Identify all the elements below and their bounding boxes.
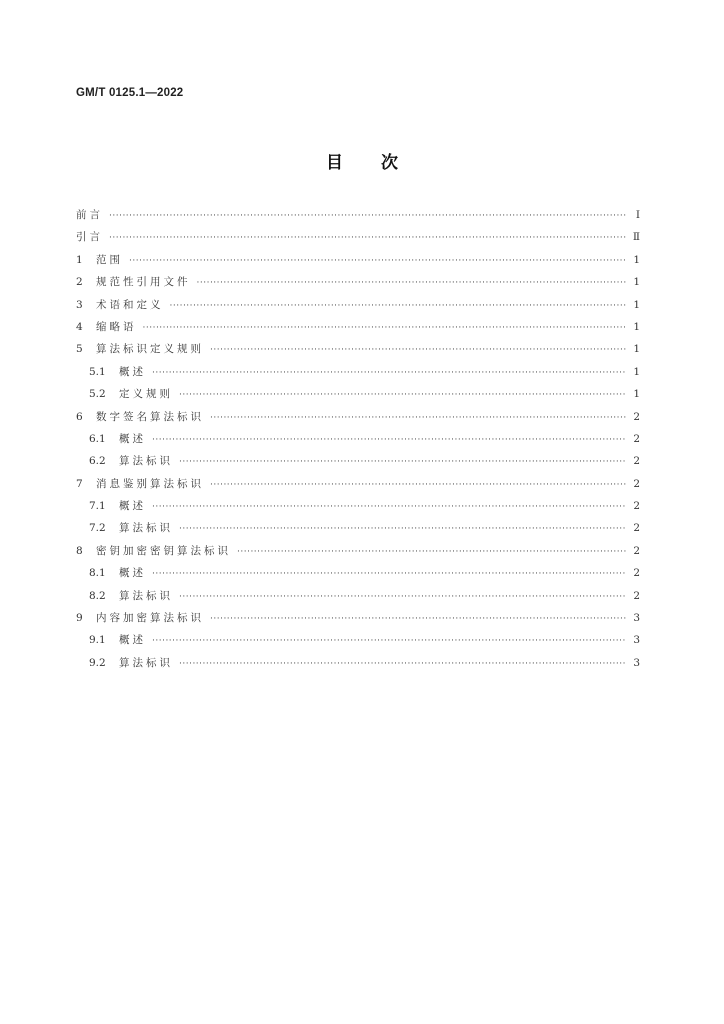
toc-entry[interactable] <box>76 540 640 562</box>
toc-entry-page: 2 <box>633 455 640 468</box>
toc-entry-page: Ⅱ <box>632 231 640 244</box>
toc-entry[interactable] <box>76 495 640 517</box>
toc-dot-leader <box>179 518 626 540</box>
toc-dot-leader <box>152 429 626 451</box>
toc-entry-page: 2 <box>633 410 640 423</box>
toc-entry-title: 概述 <box>119 365 146 378</box>
toc-dot-leader <box>152 496 626 518</box>
toc-entry-title: 概述 <box>119 567 146 580</box>
toc-entry-page: Ⅰ <box>635 209 640 221</box>
toc-dot-leader <box>109 205 626 227</box>
toc-entry-number: 6.1 <box>89 432 106 445</box>
toc-entry-title: 算法标识定义规则 <box>96 343 204 356</box>
toc-dot-leader <box>179 384 626 406</box>
toc-entry-title: 缩略语 <box>96 320 137 333</box>
table-of-contents <box>76 204 640 674</box>
toc-entry-number: 7.1 <box>89 500 106 513</box>
toc-dot-leader <box>210 339 626 361</box>
toc-entry[interactable] <box>76 338 640 360</box>
toc-entry[interactable] <box>76 249 640 271</box>
toc-entry-title: 算法标识 <box>119 522 173 535</box>
toc-entry-page: 1 <box>633 320 640 333</box>
toc-entry-number: 6.2 <box>89 455 106 468</box>
toc-entry-page: 1 <box>633 253 640 266</box>
toc-entry-number: 1 <box>76 253 83 266</box>
toc-entry-title: 概述 <box>119 634 146 647</box>
toc-entry[interactable] <box>76 629 640 651</box>
toc-entry-number: 8.1 <box>89 567 106 580</box>
toc-entry[interactable] <box>76 361 640 383</box>
toc-entry-page: 2 <box>633 432 640 445</box>
toc-entry-page: 1 <box>633 388 640 401</box>
toc-entry-page: 3 <box>633 612 640 625</box>
toc-entry[interactable] <box>76 406 640 428</box>
toc-entry-title: 数字签名算法标识 <box>96 410 204 423</box>
toc-entry-number: 9.1 <box>89 634 106 647</box>
toc-dot-leader <box>179 586 626 608</box>
toc-entry-page: 1 <box>633 298 640 311</box>
toc-entry-page: 3 <box>633 634 640 647</box>
toc-entry-number: 3 <box>76 298 83 311</box>
toc-entry-title: 内容加密算法标识 <box>96 612 204 625</box>
toc-dot-leader <box>210 407 626 429</box>
toc-entry[interactable] <box>76 383 640 405</box>
toc-entry-title: 范围 <box>96 253 123 266</box>
page-title-char-2: 次 <box>381 153 398 173</box>
toc-entry-page: 3 <box>633 656 640 669</box>
toc-entry[interactable] <box>76 226 640 248</box>
toc-dot-leader <box>210 474 626 496</box>
toc-entry-number: 7 <box>76 477 83 490</box>
toc-entry[interactable] <box>76 585 640 607</box>
toc-entry-page: 2 <box>633 567 640 580</box>
toc-entry-page: 2 <box>633 522 640 535</box>
toc-dot-leader <box>197 272 627 294</box>
toc-dot-leader <box>179 653 626 675</box>
toc-dot-leader <box>179 451 626 473</box>
toc-entry[interactable] <box>76 517 640 539</box>
toc-entry-number: 5.1 <box>89 365 106 378</box>
toc-dot-leader <box>129 250 626 272</box>
toc-entry-title: 规范性引用文件 <box>96 276 191 289</box>
toc-entry-title: 算法标识 <box>119 455 173 468</box>
toc-entry-page: 2 <box>633 544 640 557</box>
toc-dot-leader <box>210 608 626 630</box>
toc-entry-number: 9.2 <box>89 656 106 669</box>
toc-entry-number: 2 <box>76 276 83 289</box>
toc-entry-page: 2 <box>633 589 640 602</box>
toc-entry-title: 术语和定义 <box>96 298 164 311</box>
toc-entry-title: 算法标识 <box>119 589 173 602</box>
document-code: GM/T 0125.1—2022 <box>76 87 184 99</box>
toc-entry-number: 5.2 <box>89 388 106 401</box>
toc-entry-page: 2 <box>633 500 640 513</box>
toc-dot-leader <box>152 630 626 652</box>
toc-entry-page: 1 <box>633 276 640 289</box>
toc-entry-number: 4 <box>76 320 83 333</box>
toc-entry-title: 消息鉴别算法标识 <box>96 477 204 490</box>
page-title-char-1: 目 <box>326 153 343 173</box>
toc-entry-number: 9 <box>76 612 83 625</box>
toc-entry-number: 8 <box>76 544 83 557</box>
toc-dot-leader <box>109 227 626 249</box>
toc-entry-page: 1 <box>633 343 640 356</box>
toc-entry-title: 密钥加密密钥算法标识 <box>96 544 231 557</box>
toc-entry[interactable] <box>76 450 640 472</box>
toc-entry[interactable] <box>76 271 640 293</box>
toc-entry[interactable] <box>76 316 640 338</box>
toc-entry-number: 6 <box>76 410 83 423</box>
toc-entry-title: 引言 <box>76 231 103 244</box>
toc-entry[interactable] <box>76 473 640 495</box>
toc-entry-title: 概述 <box>119 500 146 513</box>
toc-entry[interactable] <box>76 294 640 316</box>
toc-entry-title: 算法标识 <box>119 656 173 669</box>
page-title <box>0 148 724 173</box>
toc-entry-page: 1 <box>633 365 640 378</box>
toc-entry[interactable] <box>76 607 640 629</box>
toc-dot-leader <box>237 541 626 563</box>
toc-entry[interactable] <box>76 204 640 226</box>
toc-dot-leader <box>170 295 627 317</box>
toc-dot-leader <box>143 317 627 339</box>
toc-entry-title: 前言 <box>76 209 103 221</box>
toc-entry-number: 5 <box>76 343 83 356</box>
toc-entry[interactable] <box>76 652 640 674</box>
toc-entry-page: 2 <box>633 477 640 490</box>
toc-entry-number: 8.2 <box>89 589 106 602</box>
toc-entry-title: 定义规则 <box>119 388 173 401</box>
toc-entry[interactable] <box>76 428 640 450</box>
toc-dot-leader <box>152 563 626 585</box>
toc-entry[interactable] <box>76 562 640 584</box>
toc-entry-title: 概述 <box>119 432 146 445</box>
toc-entry-number: 7.2 <box>89 522 106 535</box>
toc-dot-leader <box>152 362 626 384</box>
